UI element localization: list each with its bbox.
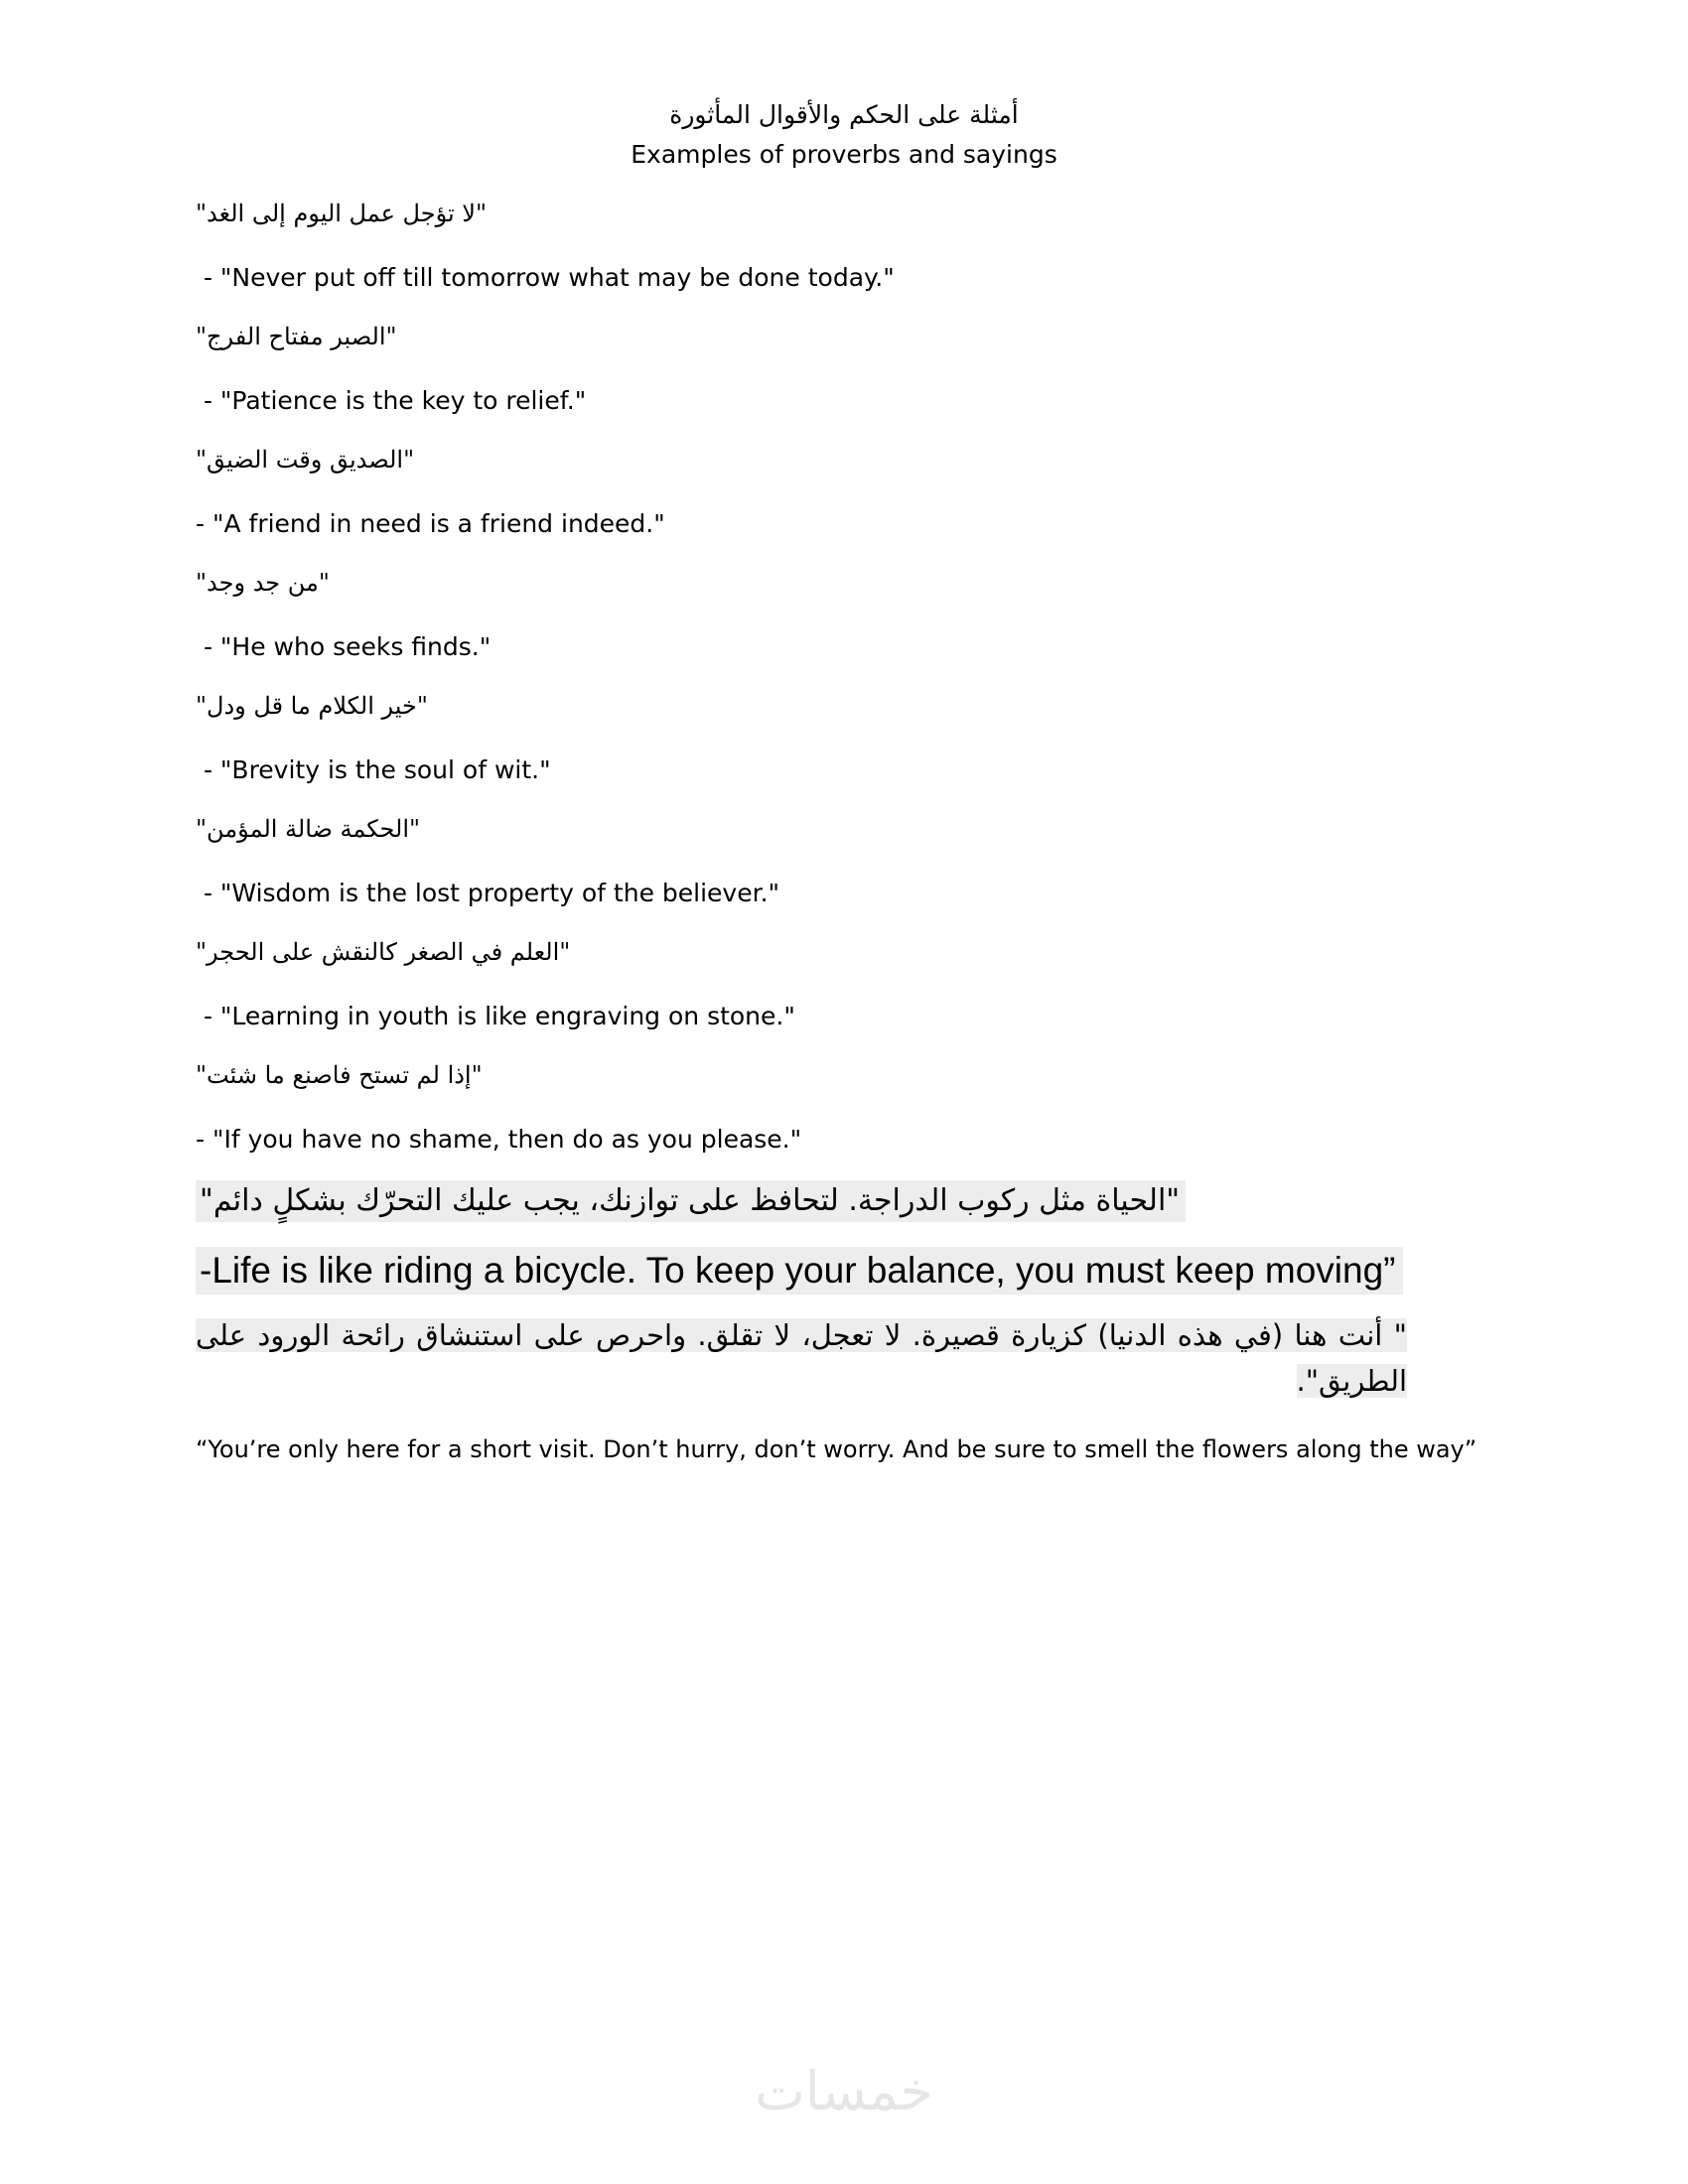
proverb-en: - "Learning in youth is like engraving on stone." bbox=[196, 1002, 795, 1030]
proverb-en: - "Patience is the key to relief." bbox=[196, 386, 587, 415]
proverb-en: - "Never put off till tomorrow what may be done today." bbox=[196, 263, 895, 292]
proverb-en: - "Brevity is the soul of wit." bbox=[196, 755, 551, 784]
watermark-logo: خمسات bbox=[754, 2060, 934, 2122]
proverb-en: - "If you have no shame, then do as you please." bbox=[196, 1125, 802, 1154]
title-arabic: أمثلة على الحكم والأقوال المأثورة bbox=[669, 100, 1019, 129]
proverb-ar: "من جد وجد" bbox=[196, 569, 330, 597]
bicycle-quote-ar: "الحياة مثل ركوب الدراجة. لتحافظ على توازنك، يجب عليك التحرّك بشكلٍ دائم" bbox=[196, 1180, 1186, 1222]
bicycle-quote-en: -Life is like riding a bicycle. To keep your balance, you must keep moving” bbox=[196, 1247, 1403, 1295]
visit-quote-en: “You’re only here for a short visit. Don’t hurry, don’t worry. And be sure to smell the flowers along the way” bbox=[196, 1435, 1477, 1463]
proverb-ar: "الصديق وقت الضيق" bbox=[196, 446, 415, 474]
proverb-ar: "العلم في الصغر كالنقش على الحجر" bbox=[196, 938, 571, 966]
proverb-en: - "Wisdom is the lost property of the believer." bbox=[196, 879, 780, 907]
visit-quote-ar bbox=[196, 1312, 1407, 1404]
proverb-ar: "لا تؤجل عمل اليوم إلى الغد" bbox=[196, 200, 488, 227]
proverb-ar: "الصبر مفتاح الفرج" bbox=[196, 323, 397, 350]
proverb-en: - "He who seeks finds." bbox=[196, 632, 492, 661]
proverb-ar: "الحكمة ضالة المؤمن" bbox=[196, 815, 421, 843]
title-english: Examples of proverbs and sayings bbox=[631, 140, 1057, 169]
proverb-ar: "إذا لم تستح فاصنع ما شئت" bbox=[196, 1061, 483, 1089]
proverb-en: - "A friend in need is a friend indeed." bbox=[196, 509, 665, 538]
proverb-ar: "خير الكلام ما قل ودل" bbox=[196, 692, 428, 720]
visit-quote-ar-text: " أنت هنا (في هذه الدنيا) كزيارة قصيرة. لا تعجل، لا تقلق. واحرص على استنشاق رائحة الورود على الطريق". bbox=[196, 1318, 1407, 1398]
